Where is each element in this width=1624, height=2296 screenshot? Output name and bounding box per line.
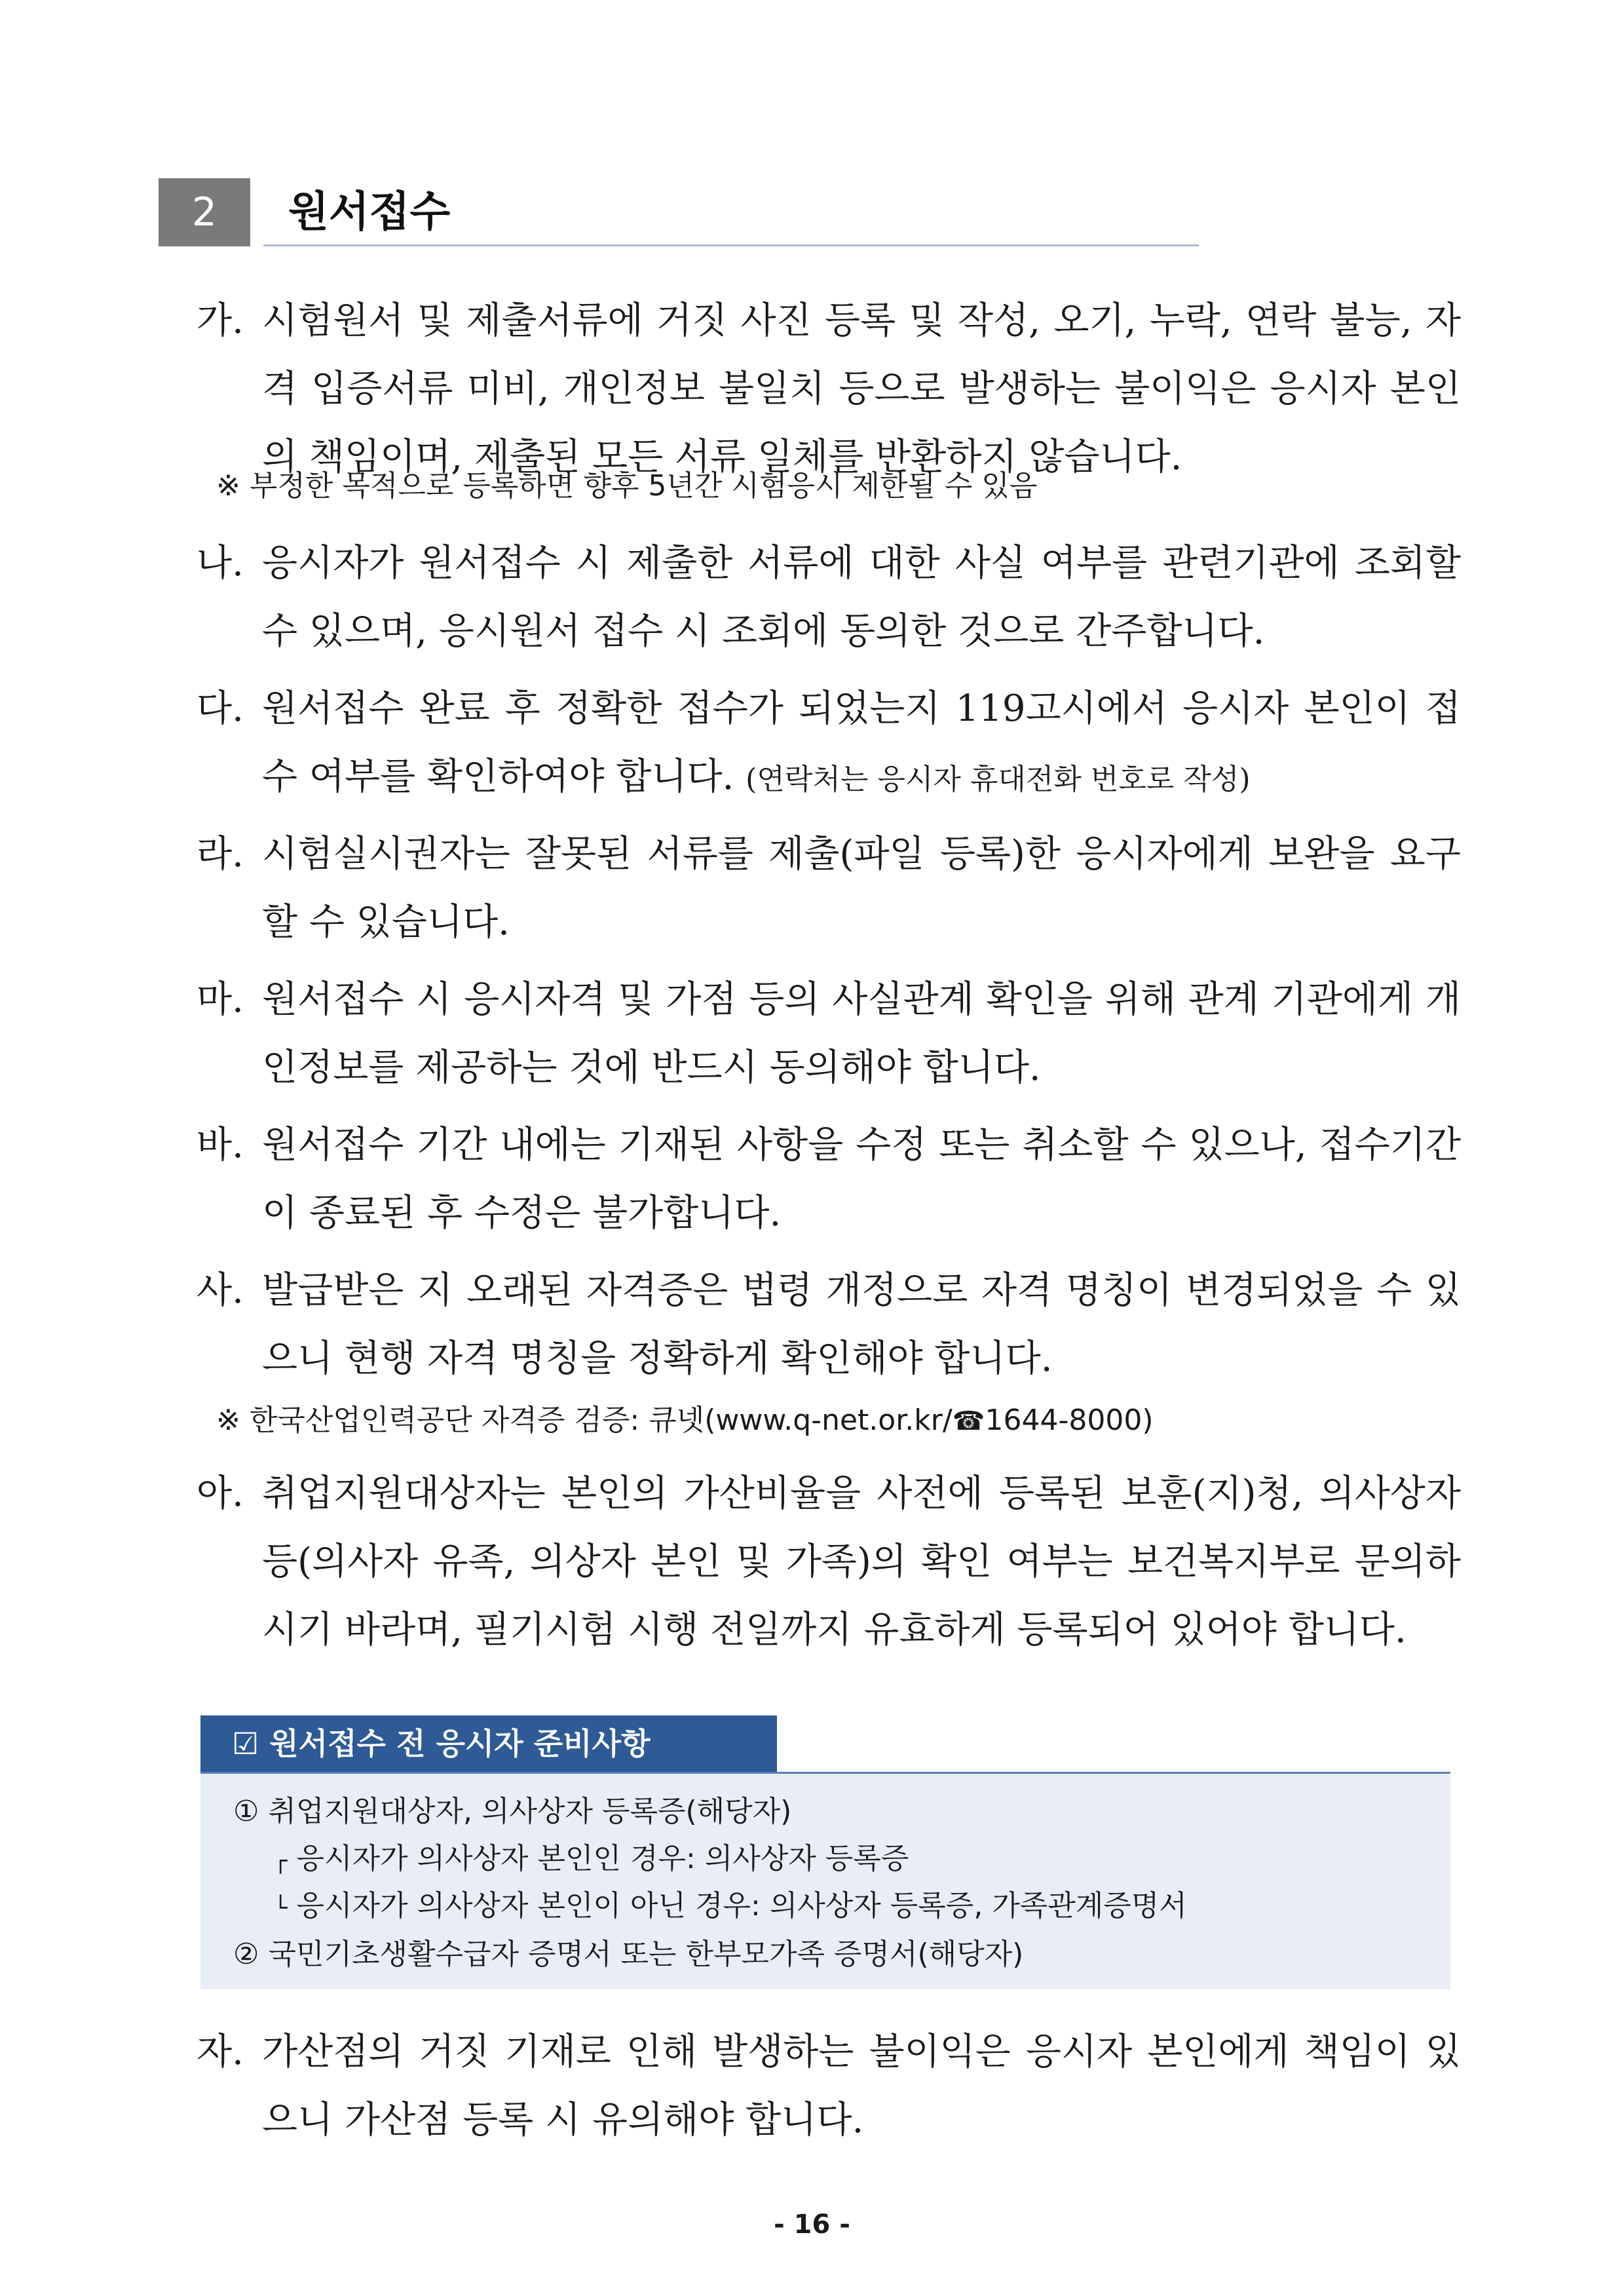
note-text-before: 한국산업인력공단 자격증 검증: 큐넷(www.q-net.or.kr/ bbox=[249, 1404, 953, 1437]
item-label: 마. bbox=[197, 978, 244, 1021]
item-label: 나. bbox=[197, 542, 244, 584]
prep-item-text: 취업지원대상자, 의사상자 등록증(해당자) bbox=[268, 1795, 792, 1828]
prep-subitem-text: 응시자가 의사상자 본인인 경우: 의사상자 등록증 bbox=[296, 1842, 909, 1875]
list-item-ma bbox=[197, 966, 1461, 1102]
item-text: 취업지원대상자는 본인의 가산비율을 사전에 등록된 보훈(지)청, 의사상자 등(의사자 유족, 의상자 본인 및 가족)의 확인 여부는 보건복지부로 문의하시기 바라며, 필기시험 시행 전일까지 유효하게 등록되어 있어야 합니다. bbox=[262, 1472, 1461, 1651]
item-text: 응시자가 원서접수 시 제출한 서류에 대한 사실 여부를 관련기관에 조회할 수 있으며, 응시원서 접수 시 조회에 동의한 것으로 간주합니다. bbox=[262, 542, 1461, 653]
item-text: 시험실시권자는 잘못된 서류를 제출(파일 등록)한 응시자에게 보완을 요구할 수 있습니다. bbox=[262, 833, 1461, 944]
bracket-bottom-mark: └ bbox=[274, 1895, 288, 1921]
prep-title: 원서접수 전 응시자 준비사항 bbox=[269, 1726, 651, 1761]
list-item-a bbox=[197, 1460, 1461, 1664]
note-text-after: 1644-8000) bbox=[985, 1404, 1154, 1437]
section-header bbox=[159, 178, 1199, 246]
prep-subitem-1 bbox=[274, 1835, 909, 1885]
item-text: 시험원서 및 제출서류에 거짓 사진 등록 및 작성, 오기, 누락, 연락 불능, 자격 입증서류 미비, 개인정보 불일치 등으로 발생하는 불이익은 응시자 본인의 책임이며, 제출된 모든 서류 일체를 반환하지 않습니다. bbox=[262, 299, 1461, 478]
prep-item-1 bbox=[233, 1788, 791, 1835]
circled-number-1: ① bbox=[233, 1795, 259, 1828]
list-item-sa bbox=[197, 1257, 1461, 1393]
item-label: 아. bbox=[197, 1472, 244, 1515]
item-label: 자. bbox=[197, 2031, 244, 2073]
page-number: - 16 - bbox=[774, 2210, 850, 2240]
item-note-small: (연락처는 응시자 휴대전화 번호로 작성) bbox=[746, 763, 1251, 796]
item-text-wrapper bbox=[262, 675, 1461, 814]
section-title: 원서접수 bbox=[288, 188, 451, 237]
prep-item-text: 국민기초생활수급자 증명서 또는 한부모가족 증명서(해당자) bbox=[268, 1938, 1024, 1971]
note-mark: ※ bbox=[216, 469, 240, 503]
note-text: 부정한 목적으로 등록하면 향후 5년간 시험응시 제한될 수 있음 bbox=[249, 469, 1038, 503]
item-label: 사. bbox=[197, 1269, 244, 1312]
item-text: 원서접수 완료 후 정확한 접수가 되었는지 119고시에서 응시자 본인이 접수 여부를 확인하여야 합니다. bbox=[262, 687, 1461, 798]
note-mark: ※ bbox=[216, 1404, 240, 1437]
prep-title-bar bbox=[200, 1715, 777, 1772]
item-label: 라. bbox=[197, 833, 244, 875]
item-text: 원서접수 기간 내에는 기재된 사항을 수정 또는 취소할 수 있으나, 접수기간이 종료된 후 수정은 불가합니다. bbox=[262, 1124, 1461, 1234]
item-label: 가. bbox=[197, 299, 244, 342]
item-text: 발급받은 지 오래된 자격증은 법령 개정으로 자격 명칭이 변경되었을 수 있으니 현행 자격 명칭을 정확하게 확인해야 합니다. bbox=[262, 1269, 1461, 1380]
section-number: 2 bbox=[159, 178, 250, 246]
note-restriction bbox=[216, 460, 1037, 512]
item-label: 바. bbox=[197, 1124, 244, 1166]
item-label: 다. bbox=[197, 687, 244, 730]
item-text: 가산점의 거짓 기재로 인해 발생하는 불이익은 응시자 본인에게 책임이 있으니 가산점 등록 시 유의해야 합니다. bbox=[262, 2031, 1461, 2141]
list-item-ra bbox=[197, 820, 1461, 957]
list-item-ba bbox=[197, 1111, 1461, 1248]
section-divider bbox=[263, 244, 1199, 246]
item-text: 원서접수 시 응시자격 및 가점 등의 사실관계 확인을 위해 관계 기관에게 개인정보를 제공하는 것에 반드시 동의해야 합니다. bbox=[262, 978, 1461, 1089]
list-item-na bbox=[197, 529, 1461, 666]
prep-box bbox=[200, 1772, 1450, 1989]
note-qnet bbox=[216, 1394, 1153, 1447]
prep-item-2 bbox=[233, 1931, 1023, 1978]
list-item-ja bbox=[197, 2018, 1461, 2154]
list-item-da bbox=[197, 675, 1461, 814]
circled-number-2: ② bbox=[233, 1938, 259, 1971]
phone-icon: ☎ bbox=[952, 1406, 985, 1436]
prep-subitem-text: 응시자가 의사상자 본인이 아닌 경우: 의사상자 등록증, 가족관계증명서 bbox=[296, 1889, 1187, 1923]
bracket-top-mark: ┌ bbox=[274, 1848, 288, 1874]
prep-subitem-2 bbox=[274, 1883, 1187, 1932]
checkbox-icon: ☑ bbox=[232, 1726, 259, 1761]
